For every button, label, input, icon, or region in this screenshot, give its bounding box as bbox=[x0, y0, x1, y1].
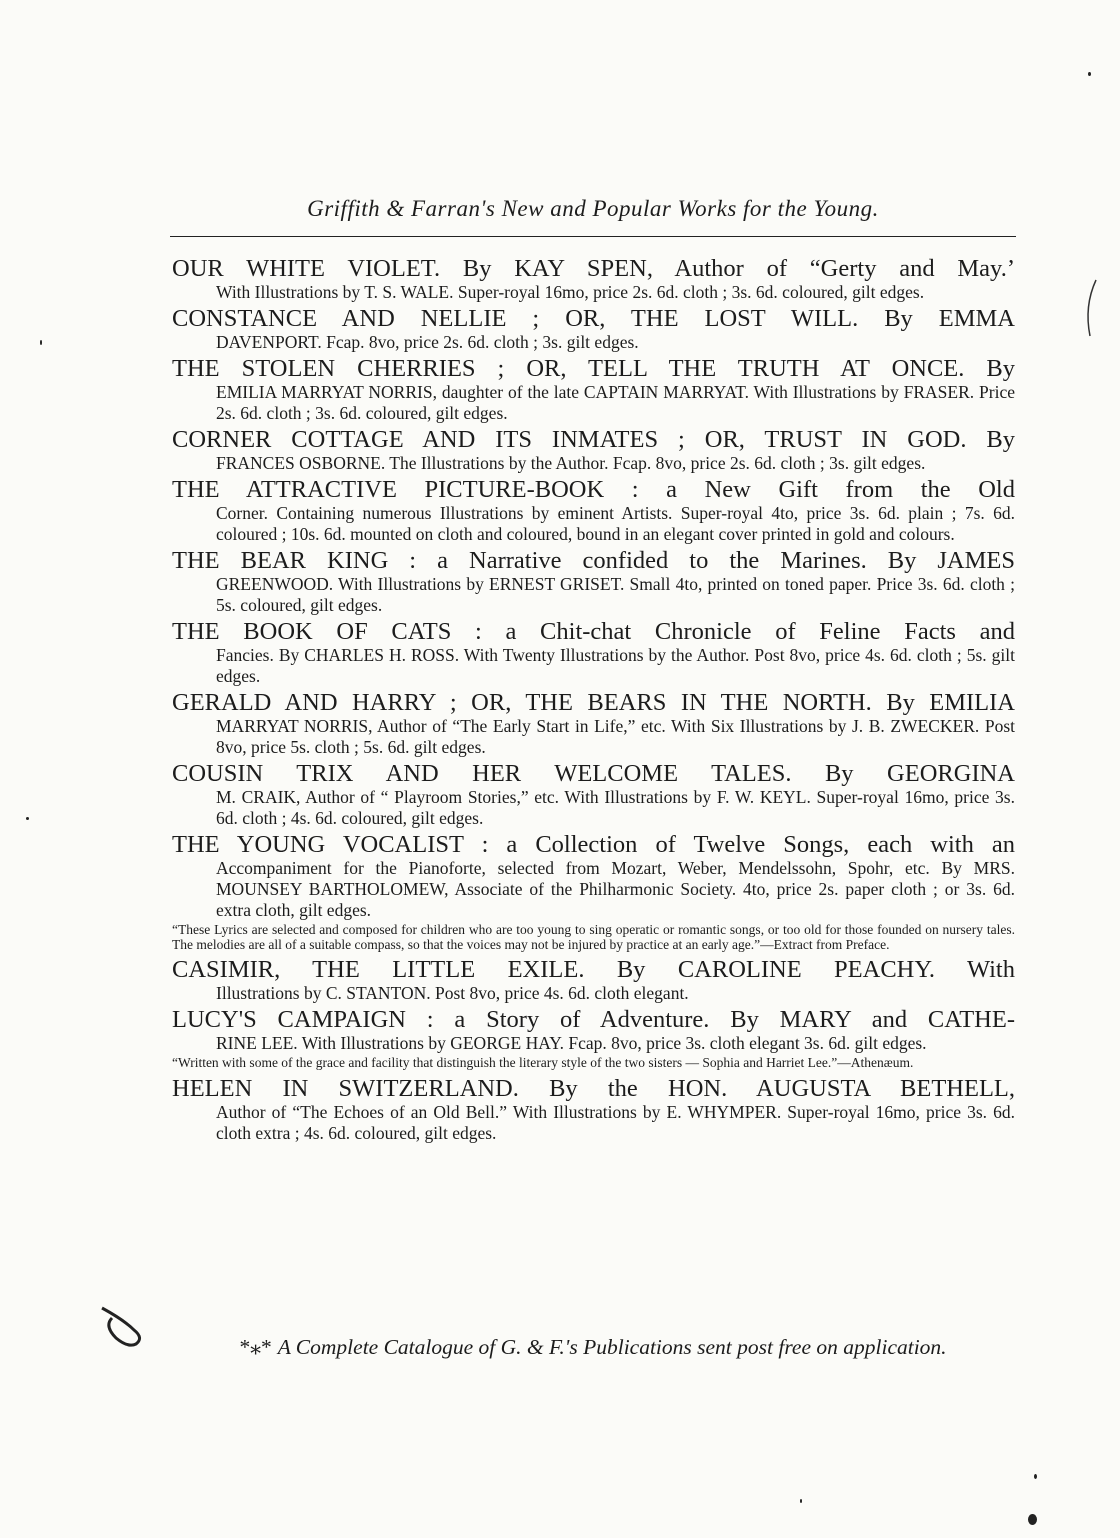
entry-details: FRANCES OSBORNE. The Illustrations by the Author. Fcap. 8vo, price 2s. 6d. cloth ; 3s. gilt edges. bbox=[216, 453, 926, 473]
ink-flourish-mark bbox=[94, 1300, 154, 1380]
entry-details: RINE LEE. With Illustrations by GEORGE HAY. Fcap. 8vo, price 3s. cloth elegant 3s. 6d. gilt edges. bbox=[216, 1033, 927, 1053]
asterism: *⁎* bbox=[239, 1335, 272, 1359]
catalogue-entry bbox=[172, 618, 1015, 687]
entry-details: Illustrations by C. STANTON. Post 8vo, price 4s. 6d. cloth elegant. bbox=[216, 983, 689, 1003]
speck bbox=[1034, 1474, 1037, 1479]
entry-review-quote: “Written with some of the grace and facility that distinguish the literary style of the two sisters — Sophia and Harriet Lee.”—Athenæum. bbox=[172, 1055, 914, 1070]
catalogue-entry bbox=[172, 355, 1015, 424]
entry-title: CASIMIR, THE LITTLE EXILE. By CAROLINE PEACHY. With bbox=[172, 956, 1015, 983]
catalogue-entry bbox=[172, 255, 1015, 303]
entry-title: GERALD AND HARRY ; OR, THE BEARS IN THE NORTH. By EMILIA bbox=[172, 689, 1015, 716]
entry-title: CONSTANCE AND NELLIE ; OR, THE LOST WILL. By EMMA bbox=[172, 305, 1015, 332]
entry-details: GREENWOOD. With Illustrations by ERNEST GRISET. Small 4to, printed on toned paper. Price 3s. 6d. cloth ; 5s. coloured, gilt edges. bbox=[216, 574, 1015, 615]
entry-details: Fancies. By CHARLES H. ROSS. With Twenty Illustrations by the Author. Post 8vo, price 4s. 6d. cloth ; 5s. gilt edges. bbox=[216, 645, 1015, 686]
catalogue-entry bbox=[172, 547, 1015, 616]
margin-bracket-mark bbox=[1078, 276, 1108, 346]
entry-details: MARRYAT NORRIS, Author of “The Early Start in Life,” etc. With Six Illustrations by J. B. ZWECKER. Post 8vo, price 5s. cloth ; 5s. 6d. gilt edges. bbox=[216, 716, 1015, 757]
entry-details: DAVENPORT. Fcap. 8vo, price 2s. 6d. cloth ; 3s. gilt edges. bbox=[216, 332, 639, 352]
entry-details: M. CRAIK, Author of “ Playroom Stories,” etc. With Illustrations by F. W. KEYL. Super-royal 16mo, price 3s. 6d. cloth ; 4s. 6d. coloured, gilt edges. bbox=[216, 787, 1015, 828]
entry-title: THE ATTRACTIVE PICTURE-BOOK : a New Gift from the Old bbox=[172, 476, 1015, 503]
catalogue-entry bbox=[172, 831, 1015, 952]
entry-title: THE BOOK OF CATS : a Chit-chat Chronicle of Feline Facts and bbox=[172, 618, 1015, 645]
speck bbox=[800, 1499, 802, 1503]
entry-details: Accompaniment for the Pianoforte, selected from Mozart, Weber, Mendelssohn, Spohr, etc. By MRS. MOUNSEY BARTHOLOMEW, Associate of the Philharmonic Society. 4to, price 2s. paper cloth ; or 3s. 6d. extra cloth, gilt edges. bbox=[216, 858, 1015, 920]
ink-blot bbox=[1028, 1514, 1037, 1525]
catalogue-notice bbox=[170, 1333, 1016, 1361]
entry-title: THE BEAR KING : a Narrative confided to the Marines. By JAMES bbox=[172, 547, 1015, 574]
catalogue-entry bbox=[172, 305, 1015, 353]
header-rule bbox=[170, 236, 1016, 237]
entry-title: HELEN IN SWITZERLAND. By the HON. AUGUSTA BETHELL, bbox=[172, 1074, 1015, 1102]
catalogue-entry bbox=[172, 760, 1015, 829]
entry-details: Author of “The Echoes of an Old Bell.” With Illustrations by E. WHYMPER. Super-royal 16mo, price 3s. 6d. cloth extra ; 4s. 6d. coloured, gilt edges. bbox=[216, 1101, 1015, 1143]
entry-title: LUCY'S CAMPAIGN : a Story of Adventure. By MARY and CATHE- bbox=[172, 1006, 1015, 1033]
entry-details: With Illustrations by T. S. WALE. Super-royal 16mo, price 2s. 6d. cloth ; 3s. 6d. coloured, gilt edges. bbox=[216, 282, 925, 302]
entry-title: THE YOUNG VOCALIST : a Collection of Twelve Songs, each with an bbox=[172, 831, 1015, 858]
catalogue-entry bbox=[172, 476, 1015, 545]
speck bbox=[26, 817, 29, 820]
catalogue-entry bbox=[172, 1075, 1015, 1144]
entry-details: Corner. Containing numerous Illustrations by eminent Artists. Super-royal 4to, price 3s. 6d. plain ; 7s. 6d. coloured ; 10s. 6d. mounted on cloth and coloured, bound in an elegant cover printed in gold and colours. bbox=[216, 503, 1015, 544]
entry-title: COUSIN TRIX AND HER WELCOME TALES. By GEORGINA bbox=[172, 760, 1015, 787]
catalogue-entry bbox=[172, 956, 1015, 1004]
entry-review-quote: “These Lyrics are selected and composed for children who are too young to sing operatic or romantic songs, or too old for those founded on nursery tales. The melodies are all of a suitable compass, so that the voices may not be injured by practice at an early age.”—Extract from Preface. bbox=[172, 922, 1015, 952]
catalogue-list bbox=[172, 255, 1015, 1146]
entry-title: CORNER COTTAGE AND ITS INMATES ; OR, TRUST IN GOD. By bbox=[172, 426, 1015, 453]
entry-title: THE STOLEN CHERRIES ; OR, TELL THE TRUTH AT ONCE. By bbox=[172, 355, 1015, 382]
entry-title: OUR WHITE VIOLET. By KAY SPEN, Author of “Gerty and May.’ bbox=[172, 255, 1015, 282]
catalogue-entry bbox=[172, 1006, 1015, 1071]
catalogue-entry bbox=[172, 689, 1015, 758]
catalogue-notice-text: A Complete Catalogue of G. & F.'s Publications sent post free on application. bbox=[277, 1335, 947, 1359]
catalogue-entry bbox=[172, 426, 1015, 474]
speck bbox=[40, 340, 42, 345]
running-head: Griffith & Farran's New and Popular Works for the Young. bbox=[307, 196, 879, 221]
speck bbox=[1088, 72, 1091, 76]
entry-details: EMILIA MARRYAT NORRIS, daughter of the late CAPTAIN MARRYAT. With Illustrations by FRASER. Price 2s. 6d. cloth ; 3s. 6d. coloured, gilt edges. bbox=[216, 382, 1015, 423]
